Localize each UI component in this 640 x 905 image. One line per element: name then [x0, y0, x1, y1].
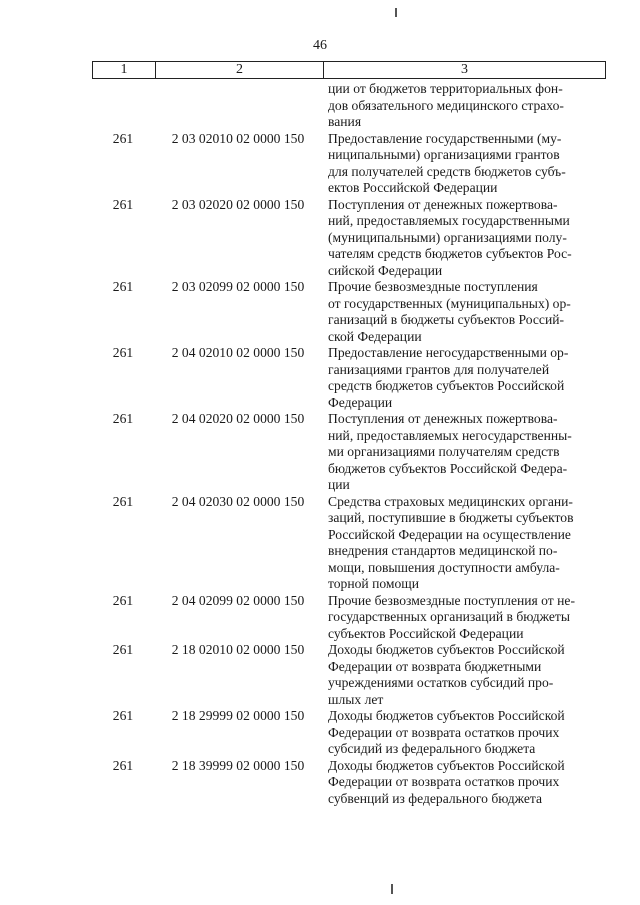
description-line: ганизаций в бюджеты субъектов Россий- [328, 312, 565, 327]
description-line: Предоставление негосударственными ор- [328, 345, 569, 360]
description-line: Федерации от возврата остатков прочих [328, 724, 560, 740]
admin-code: 261 [112, 196, 134, 212]
income-description [322, 642, 606, 708]
admin-code [92, 81, 154, 131]
description-line: Федерации от возврата бюджетными [328, 658, 542, 674]
description-line: ми организациями получателям средств [328, 444, 560, 459]
table-row [92, 708, 606, 758]
budget-classification-code: 2 03 02010 02 0000 150 [171, 130, 305, 146]
description-line: ганизациями грантов для получателей [328, 361, 550, 377]
description-line: дов обязательного медицинского страхо- [328, 97, 564, 113]
description-line: ний, предоставляемых государственными [328, 213, 570, 228]
description-line: (муниципальными) организациями полу- [328, 229, 567, 245]
budget-classification-code: 2 03 02099 02 0000 150 [171, 279, 305, 294]
description-line: Федерации от возврата остатков прочих [328, 774, 560, 789]
table-row [92, 279, 606, 345]
description-line: ции от бюджетов территориальных фон- [328, 81, 563, 96]
income-description [322, 197, 606, 280]
admin-code: 261 [112, 345, 134, 360]
table-row [92, 758, 606, 808]
description-line: бюджетов субъектов Российской Федера- [328, 460, 568, 476]
table-row [92, 642, 606, 708]
budget-classification-code: 2 03 02020 02 0000 150 [171, 196, 305, 212]
table-row [92, 197, 606, 280]
description-line: Доходы бюджетов субъектов Российской [328, 757, 565, 773]
admin-code: 261 [112, 493, 134, 509]
description-line: Доходы бюджетов субъектов Российской [328, 642, 565, 657]
description-line: чателям средств бюджетов субъектов Рос- [328, 246, 572, 261]
description-line: для получателей средств бюджетов субъ- [328, 163, 566, 179]
budget-classification-code: 2 18 39999 02 0000 150 [171, 757, 305, 773]
description-line: внедрения стандартов медицинской по- [328, 543, 558, 558]
income-description [322, 494, 606, 593]
description-line: Предоставление государственными (му- [328, 130, 562, 146]
description-line: ской Федерации [328, 328, 422, 344]
description-line: Российской Федерации на осуществление [328, 526, 571, 542]
description-line: ектов Российской Федерации [328, 180, 498, 195]
table-row [92, 593, 606, 643]
income-description [322, 345, 606, 411]
description-line: мощи, повышения доступности амбула- [328, 559, 560, 575]
admin-code: 261 [112, 279, 134, 294]
admin-code: 261 [112, 411, 134, 426]
description-line: Федерации [328, 394, 393, 410]
income-description [322, 593, 606, 643]
income-description [322, 758, 606, 808]
description-line: от государственных (муниципальных) ор- [328, 295, 571, 311]
budget-classification-code: 2 04 02099 02 0000 150 [171, 592, 305, 608]
page-number: 46 [313, 38, 327, 53]
table-row [92, 411, 606, 494]
description-line: заций, поступившие в бюджеты субъектов [328, 510, 574, 525]
description-line: Доходы бюджетов субъектов Российской [328, 708, 565, 723]
income-description [322, 131, 606, 197]
description-line: ний, предоставляемых негосударственны- [328, 427, 572, 443]
table-row [92, 494, 606, 593]
header-col-3: 3 [323, 62, 605, 78]
description-line: ции [328, 477, 350, 492]
description-line: субъектов Российской Федерации [328, 625, 524, 641]
budget-classification-code: 2 04 02010 02 0000 150 [171, 345, 305, 360]
scan-mark-bottom [391, 884, 393, 894]
description-line: вания [328, 114, 362, 129]
description-line: Прочие безвозмездные поступления [328, 279, 538, 294]
header-col-1: 1 [120, 62, 128, 77]
income-description [322, 81, 606, 131]
budget-classification-code: 2 04 02030 02 0000 150 [171, 493, 305, 509]
description-line: субвенций из федерального бюджета [328, 790, 543, 806]
header-col-2: 2 [155, 62, 323, 78]
description-line: субсидий из федерального бюджета [328, 741, 536, 756]
description-line: Прочие безвозмездные поступления от не- [328, 592, 575, 608]
scan-mark-top [395, 8, 397, 17]
table-body [92, 81, 606, 807]
description-line: Поступления от денежных пожертвова- [328, 196, 558, 212]
description-line: учреждениями остатков субсидий про- [328, 675, 554, 690]
admin-code: 261 [112, 592, 134, 608]
budget-classification-code [154, 81, 322, 131]
description-line: торной помощи [328, 576, 420, 591]
description-line: сийской Федерации [328, 262, 443, 278]
description-line: средств бюджетов субъектов Российской [328, 378, 565, 393]
description-line: государственных организаций в бюджеты [328, 609, 570, 624]
budget-classification-code: 2 18 02010 02 0000 150 [171, 642, 305, 657]
admin-code: 261 [112, 130, 134, 146]
budget-classification-code: 2 04 02020 02 0000 150 [171, 411, 305, 426]
table-row [92, 81, 606, 131]
admin-code: 261 [112, 708, 134, 723]
admin-code: 261 [112, 757, 134, 773]
income-description [322, 279, 606, 345]
budget-classification-code: 2 18 29999 02 0000 150 [171, 708, 305, 723]
description-line: шлых лет [328, 691, 384, 707]
table-row [92, 345, 606, 411]
table-header [92, 61, 606, 79]
table-row [92, 131, 606, 197]
income-description [322, 411, 606, 494]
description-line: Средства страховых медицинских органи- [328, 493, 573, 509]
description-line: ниципальными) организациями грантов [328, 147, 560, 162]
income-description [322, 708, 606, 758]
description-line: Поступления от денежных пожертвова- [328, 411, 558, 426]
admin-code: 261 [112, 642, 134, 657]
